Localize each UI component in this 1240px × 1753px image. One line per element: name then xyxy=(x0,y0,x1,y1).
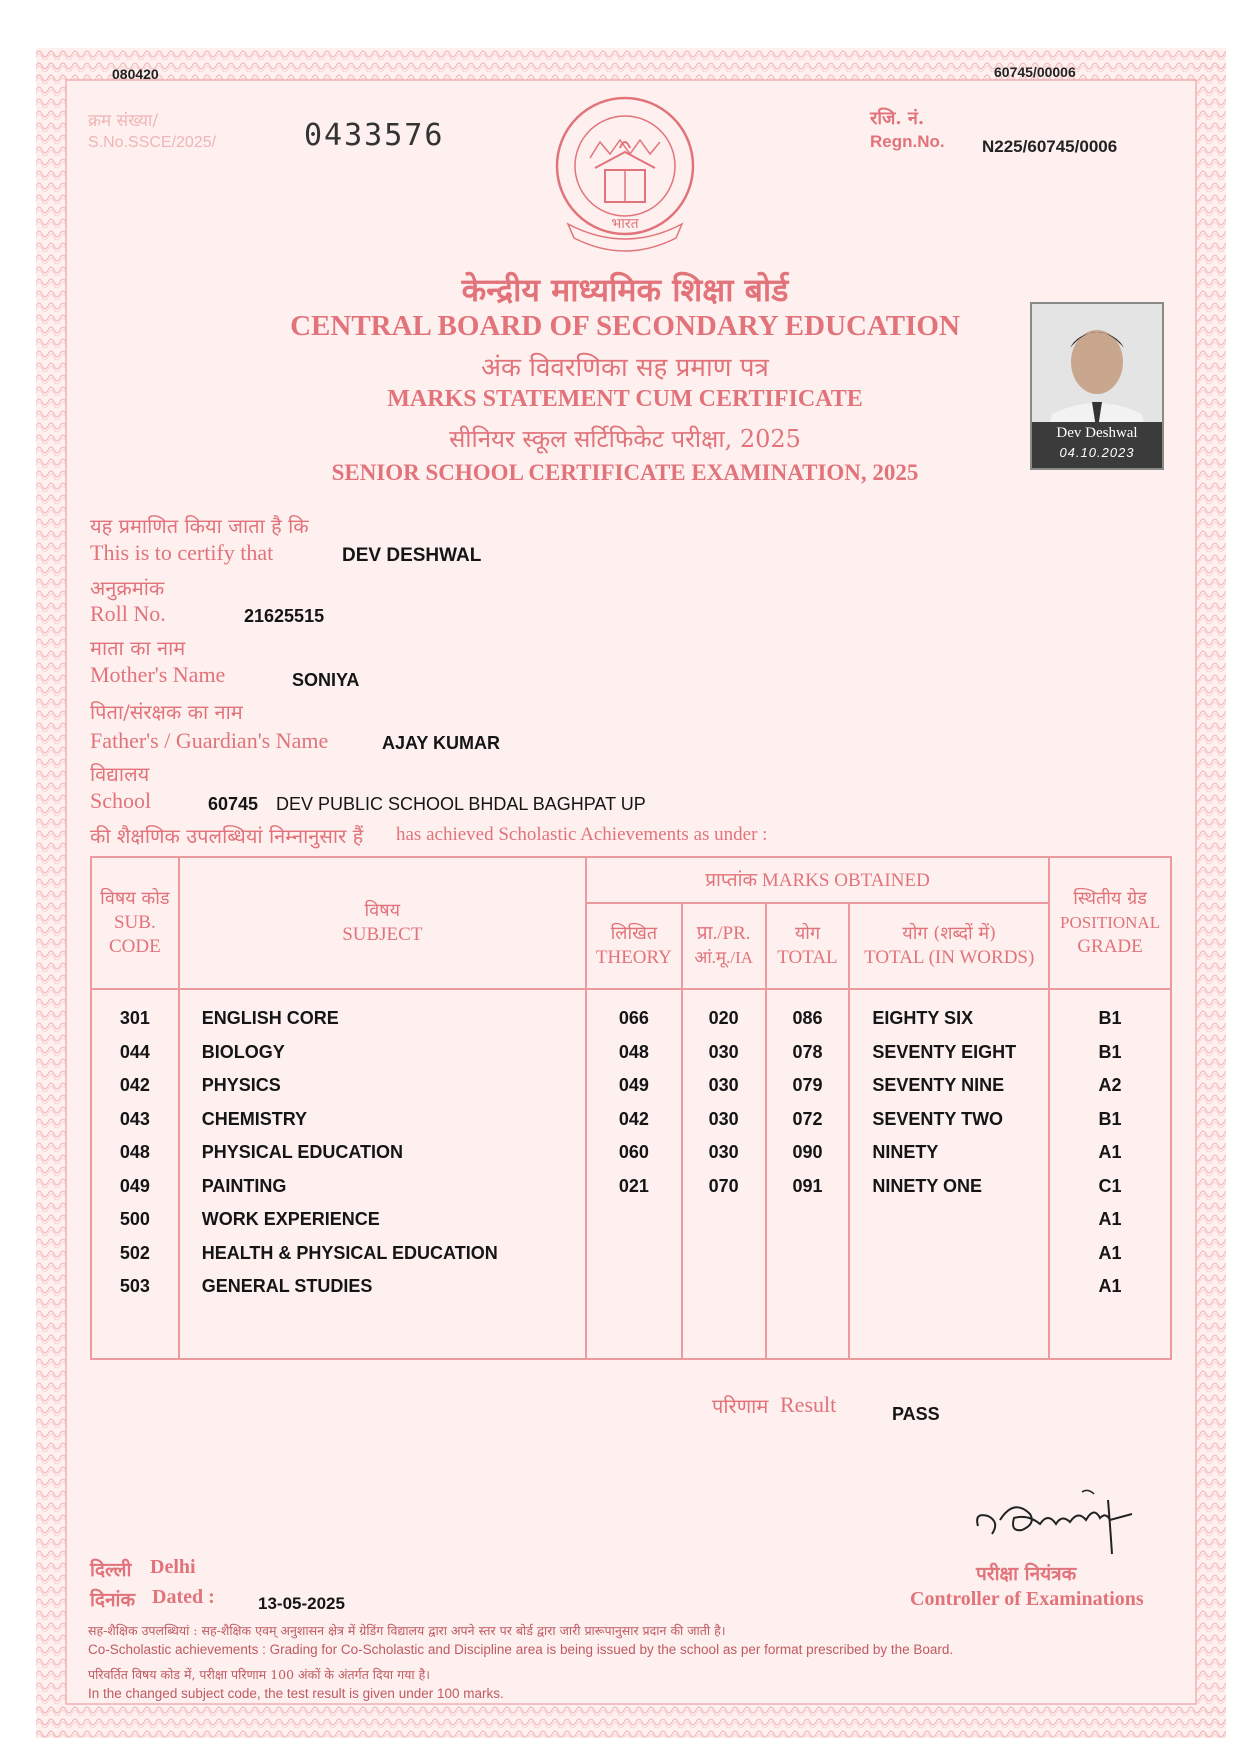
doc-title-en: MARKS STATEMENT CUM CERTIFICATE xyxy=(387,386,863,412)
header-grade-en2: GRADE xyxy=(1077,936,1143,957)
row-theory: 021 xyxy=(618,1175,649,1196)
row-theory: 066 xyxy=(618,1008,649,1028)
header-sub-code xyxy=(91,857,179,989)
row-code: 500 xyxy=(119,1209,150,1229)
row-code: 043 xyxy=(119,1108,150,1129)
row-grade: C1 xyxy=(1098,1175,1122,1196)
place-label-en: Delhi xyxy=(150,1556,196,1578)
dated-label-en: Dated : xyxy=(152,1586,215,1608)
header-grade-hi: स्थितीय ग्रेड xyxy=(1073,888,1147,909)
column-theory xyxy=(586,989,682,1359)
header-theory xyxy=(586,903,682,989)
header-subject xyxy=(179,857,586,989)
corner-code-right: 60745/00006 xyxy=(994,64,1076,80)
result-label-en: Result xyxy=(780,1392,837,1417)
father-label-hi: पिता/संरक्षक का नाम xyxy=(90,700,243,724)
row-theory xyxy=(588,1237,680,1271)
serial-number: 0433576 xyxy=(304,118,445,153)
header-practical-hi: प्रा./PR. xyxy=(696,923,751,944)
father-label-en: Father's / Guardian's Name xyxy=(90,728,329,753)
header-theory-hi: लिखित xyxy=(610,923,658,944)
doc-title-hi: अंक विवरणिका सह प्रमाण पत्र xyxy=(481,353,769,383)
row-practical: 030 xyxy=(708,1142,739,1162)
dated-label-hi: दिनांक xyxy=(90,1589,136,1611)
header-marks-obtained xyxy=(586,857,1049,903)
row-practical: 020 xyxy=(708,1008,739,1028)
row-theory xyxy=(588,1270,680,1304)
marks-table xyxy=(90,856,1172,1360)
column-words xyxy=(849,989,1049,1359)
header-total-hi: योग xyxy=(794,923,821,944)
note-changed-hi: परिवर्तित विषय कोड में, परीक्षा परिणाम 100 अंकों के अंतर्गत दिया गया है। xyxy=(88,1667,431,1682)
row-theory: 042 xyxy=(618,1108,649,1129)
student-name: DEV DESHWAL xyxy=(342,545,482,566)
photo-name: Dev Deshwal xyxy=(1056,425,1138,441)
school-code: 60745 xyxy=(208,794,259,814)
header-marks-hi: प्राप्तांक xyxy=(705,868,758,891)
roll-label-hi: अनुक्रमांक xyxy=(90,576,165,600)
note-changed-en: In the changed subject code, the test result is given under 100 marks. xyxy=(88,1686,504,1701)
corner-code-left: 080420 xyxy=(112,66,159,82)
row-total-words xyxy=(872,1270,1047,1304)
row-total: 086 xyxy=(792,1008,823,1028)
result-value: PASS xyxy=(892,1404,940,1424)
header-subject-hi: विषय xyxy=(364,900,401,921)
note-coscholastic-hi: सह-शैक्षिक उपलब्धियां : सह-शैक्षिक एवम् अनुशासन क्षेत्र में ग्रेडिंग विद्यालय द्वारा अपने स्तर पर बोर्ड द्वारा जारी प्रारूपानुसार प्रदान की जाती है। xyxy=(88,1623,726,1638)
row-subject: BIOLOGY xyxy=(201,1041,285,1062)
result-label-hi: परिणाम xyxy=(712,1394,769,1418)
row-theory: 060 xyxy=(618,1142,649,1162)
mother-label-en: Mother's Name xyxy=(90,662,226,687)
roll-label-en: Roll No. xyxy=(90,601,166,626)
exam-title-hi: सीनियर स्कूल सर्टिफिकेट परीक्षा, 2025 xyxy=(449,425,801,453)
header-code-en2: CODE xyxy=(108,936,161,957)
row-subject: GENERAL STUDIES xyxy=(201,1276,373,1296)
row-code: 049 xyxy=(119,1175,150,1196)
row-total xyxy=(768,1203,848,1237)
photo-date: 04.10.2023 xyxy=(1059,445,1135,460)
row-subject: PHYSICS xyxy=(201,1075,281,1095)
row-subject: PHYSICAL EDUCATION xyxy=(201,1142,404,1162)
row-total-words: NINETY ONE xyxy=(872,1175,983,1196)
row-grade: A1 xyxy=(1098,1142,1122,1162)
row-total-words: SEVENTY TWO xyxy=(872,1108,1004,1129)
header-code-en1: SUB. xyxy=(113,912,156,933)
header-grade-en1: POSITIONAL xyxy=(1059,913,1161,932)
row-practical: 030 xyxy=(708,1075,739,1095)
row-total-words: EIGHTY SIX xyxy=(872,1008,974,1028)
school-label-hi: विद्यालय xyxy=(90,762,150,786)
row-grade: A1 xyxy=(1098,1209,1122,1229)
row-subject: CHEMISTRY xyxy=(201,1108,308,1129)
header-theory-en: THEORY xyxy=(595,947,672,968)
row-grade: B1 xyxy=(1098,1108,1122,1129)
father-name: AJAY KUMAR xyxy=(382,733,501,753)
column-grade xyxy=(1049,989,1171,1359)
row-theory: 049 xyxy=(618,1075,649,1095)
regn-label-en: Regn.No. xyxy=(870,132,945,151)
exam-title-en: SENIOR SCHOOL CERTIFICATE EXAMINATION, 2025 xyxy=(331,460,919,485)
regn-number: N225/60745/0006 xyxy=(982,137,1118,156)
column-practical xyxy=(682,989,766,1359)
row-subject: ENGLISH CORE xyxy=(201,1008,339,1028)
achieved-label-en: has achieved Scholastic Achievements as under : xyxy=(396,824,768,845)
row-total: 090 xyxy=(792,1142,823,1162)
header-words-en: TOTAL (IN WORDS) xyxy=(864,947,1035,968)
row-total-words xyxy=(872,1237,1047,1271)
certify-label-en: This is to certify that xyxy=(90,540,274,565)
row-total-words: SEVENTY NINE xyxy=(872,1075,1005,1095)
row-code: 503 xyxy=(119,1276,150,1296)
row-grade: A1 xyxy=(1098,1276,1122,1296)
school-name: DEV PUBLIC SCHOOL BHDAL BAGHPAT UP xyxy=(276,794,646,814)
school-label-en: School xyxy=(90,788,152,813)
student-photo xyxy=(1030,302,1164,470)
header-code-hi: विषय कोड xyxy=(100,888,170,909)
roll-number: 21625515 xyxy=(244,606,325,626)
controller-label-en: Controller of Examinations xyxy=(910,1588,1144,1610)
row-subject: WORK EXPERIENCE xyxy=(201,1209,380,1229)
serial-label-hi: क्रम संख्या/ xyxy=(88,111,159,131)
row-practical xyxy=(684,1270,764,1304)
emblem-text: भारत xyxy=(611,216,639,232)
header-total xyxy=(766,903,850,989)
serial-label-en: S.No.SSCE/2025/ xyxy=(88,134,217,151)
board-title-hi: केन्द्रीय माध्यमिक शिक्षा बोर्ड xyxy=(461,271,789,309)
row-code: 048 xyxy=(119,1142,150,1162)
header-grade xyxy=(1049,857,1171,989)
row-code: 044 xyxy=(119,1041,150,1062)
row-total: 072 xyxy=(792,1108,823,1129)
column-total xyxy=(766,989,850,1359)
mother-name: SONIYA xyxy=(292,670,360,690)
row-code: 042 xyxy=(119,1075,150,1095)
row-practical: 030 xyxy=(708,1108,739,1129)
row-grade: A2 xyxy=(1098,1075,1122,1095)
achieved-label-hi: की शैक्षणिक उपलब्धियां निम्नानुसार हैं xyxy=(90,824,364,848)
column-subject xyxy=(179,989,586,1359)
header-total-en: TOTAL xyxy=(777,947,838,968)
controller-label-hi: परीक्षा नियंत्रक xyxy=(976,1563,1077,1585)
photo-caption xyxy=(1032,422,1162,468)
header-marks-en: MARKS OBTAINED xyxy=(761,869,930,891)
header-total-words xyxy=(849,903,1049,989)
row-grade: A1 xyxy=(1098,1242,1122,1263)
board-title-en: CENTRAL BOARD OF SECONDARY EDUCATION xyxy=(290,310,960,342)
row-practical: 030 xyxy=(708,1041,739,1062)
row-grade: B1 xyxy=(1098,1008,1122,1028)
column-code xyxy=(91,989,179,1359)
row-theory: 048 xyxy=(618,1041,649,1062)
row-theory xyxy=(588,1203,680,1237)
row-total: 078 xyxy=(792,1041,823,1062)
row-total-words: SEVENTY EIGHT xyxy=(872,1041,1017,1062)
row-practical: 070 xyxy=(708,1175,739,1196)
row-total xyxy=(768,1270,848,1304)
header-practical-en: आं.मू./IA xyxy=(694,948,754,967)
controller-signature xyxy=(970,1484,1140,1564)
regn-label-hi: रजि. नं. xyxy=(870,108,925,129)
row-practical xyxy=(684,1203,764,1237)
row-practical xyxy=(684,1237,764,1271)
row-subject: HEALTH & PHYSICAL EDUCATION xyxy=(201,1242,498,1263)
row-total: 091 xyxy=(792,1175,823,1196)
dated-value: 13-05-2025 xyxy=(258,1594,345,1613)
place-label-hi: दिल्ली xyxy=(90,1559,132,1581)
row-total: 079 xyxy=(792,1075,823,1095)
header-practical xyxy=(682,903,766,989)
row-total-words: NINETY xyxy=(872,1142,939,1162)
note-coscholastic-en: Co-Scholastic achievements : Grading for Co-Scholastic and Discipline area is being issued by the school as per format prescribed by the Board. xyxy=(88,1642,954,1657)
row-code: 301 xyxy=(119,1008,150,1028)
row-code: 502 xyxy=(119,1242,150,1263)
row-total-words xyxy=(872,1203,1047,1237)
mother-label-hi: माता का नाम xyxy=(90,636,186,660)
certify-label-hi: यह प्रमाणित किया जाता है कि xyxy=(90,514,309,538)
header-subject-en: SUBJECT xyxy=(342,924,423,945)
row-subject: PAINTING xyxy=(201,1175,287,1196)
row-total xyxy=(768,1237,848,1271)
header-words-hi: योग (शब्दों में) xyxy=(902,923,997,944)
row-grade: B1 xyxy=(1098,1041,1122,1062)
